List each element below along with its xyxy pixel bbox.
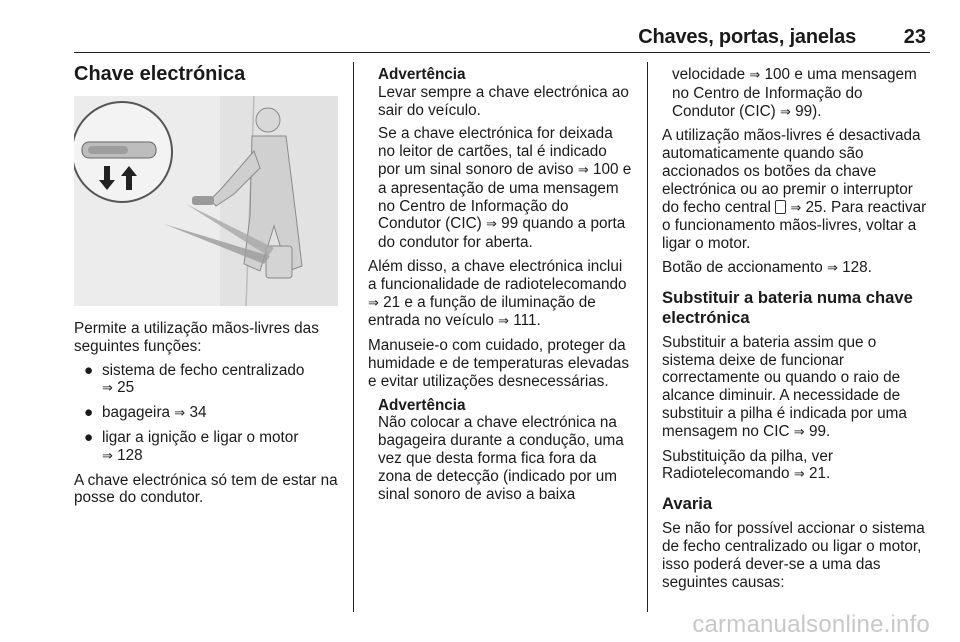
page-ref-icon: ⇒ — [779, 104, 791, 120]
lock-icon — [775, 200, 786, 214]
chapter-title: Chaves, portas, janelas — [638, 26, 856, 48]
body-text: Substituir a bateria assim que o sistema deixe de funcionar correctamente ou quando o raio de alcance diminuir. A necessidade de substituir a pilha é indicada por uma mensagem no CIC ⇒ 99. — [662, 333, 907, 440]
page-ref-icon: ⇒ — [174, 406, 186, 422]
column-3 — [662, 66, 928, 597]
body-text: Botão de accionamento ⇒ 128. — [662, 258, 872, 276]
subsection-heading: Substituir a bateria numa chave electrónica — [662, 287, 913, 327]
page-ref-icon: ⇒ — [485, 217, 497, 233]
page-ref-icon: ⇒ — [749, 68, 761, 83]
body-text: Além disso, a chave electrónica inclui a funcionalidade de radiotelecomando ⇒ 21 e a função de iluminação de entrada no veículo ⇒ 111. — [368, 257, 627, 330]
page-header — [74, 22, 930, 53]
list-item: ● bagageira ⇒ 34 — [84, 404, 207, 422]
list-item: ● ligar a ignição e ligar o motor ⇒ 128 — [84, 428, 299, 464]
page-ref-icon: ⇒ — [498, 314, 510, 330]
body-text: A chave electrónica só tem de estar na posse do condutor. — [74, 471, 338, 507]
illustration-keyless-entry — [74, 96, 338, 306]
page-number: 23 — [903, 26, 926, 48]
function-list — [74, 362, 338, 466]
warning-box — [368, 397, 632, 504]
body-text: A utilização mãos-livres é desactivada automaticamente quando são accionados os botões da chave electrónica ou ao premir o interruptor do fecho central ⇒ 25. Para reactivar o funcionamento mãos-livres, voltar a ligar o motor. — [662, 127, 927, 253]
warning-title: Advertência — [378, 396, 466, 414]
section-heading: Chave electrónica — [74, 63, 246, 85]
body-text: Manuseie-o com cuidado, proteger da humidade e de temperaturas elevadas e evitar utilizações desnecessárias. — [368, 337, 630, 390]
column-divider — [647, 62, 648, 612]
warning-text: Se a chave electrónica for deixada no leitor de cartões, tal é indicado por um sinal sonoro de aviso ⇒ 100 e a apresentação de uma mensagem no Centro de Informação do Condutor (CIC) ⇒ 99 quando a porta do condutor for aberta. — [378, 125, 632, 252]
warning-title: Advertência — [378, 66, 466, 83]
page-ref-icon: ⇒ — [102, 381, 113, 397]
column-2 — [368, 66, 632, 509]
page-ref-icon: ⇒ — [577, 162, 589, 178]
subsection-heading: Avaria — [662, 494, 713, 514]
intro-text: Permite a utilização mãos-livres das seguintes funções: — [74, 320, 319, 355]
column-1 — [74, 62, 338, 513]
page-ref-icon: ⇒ — [793, 467, 805, 483]
page-ref-icon: ⇒ — [793, 424, 805, 440]
body-text: Substituição da pilha, ver Radiotelecomando ⇒ 21. — [662, 447, 833, 483]
page-ref-icon: ⇒ — [790, 200, 802, 216]
list-item: ● sistema de fecho centralizado ⇒ 25 — [84, 361, 305, 397]
column-divider — [353, 62, 354, 612]
warning-text: Não colocar a chave electrónica na bagageira durante a condução, uma vez que desta forma fica fora da zona de detecção (indicado por um sinal sonoro de aviso a baixa — [378, 414, 624, 503]
body-text: Se não for possível accionar o sistema de fecho centralizado ou ligar o motor, isso poderá dever-se a uma das seguintes causas: — [662, 520, 925, 591]
warning-continuation — [662, 66, 928, 121]
watermark: carmanualsonline.info — [692, 611, 930, 638]
page-ref-icon: ⇒ — [368, 295, 379, 311]
page-ref-icon: ⇒ — [826, 260, 838, 276]
warning-box — [368, 66, 632, 252]
warning-text: Levar sempre a chave electrónica ao sair do veículo. — [378, 83, 629, 119]
page-ref-icon: ⇒ — [102, 448, 113, 464]
warning-text: velocidade ⇒ 100 e uma mensagem no Centro de Informação do Condutor (CIC) ⇒ 99). — [672, 66, 917, 120]
